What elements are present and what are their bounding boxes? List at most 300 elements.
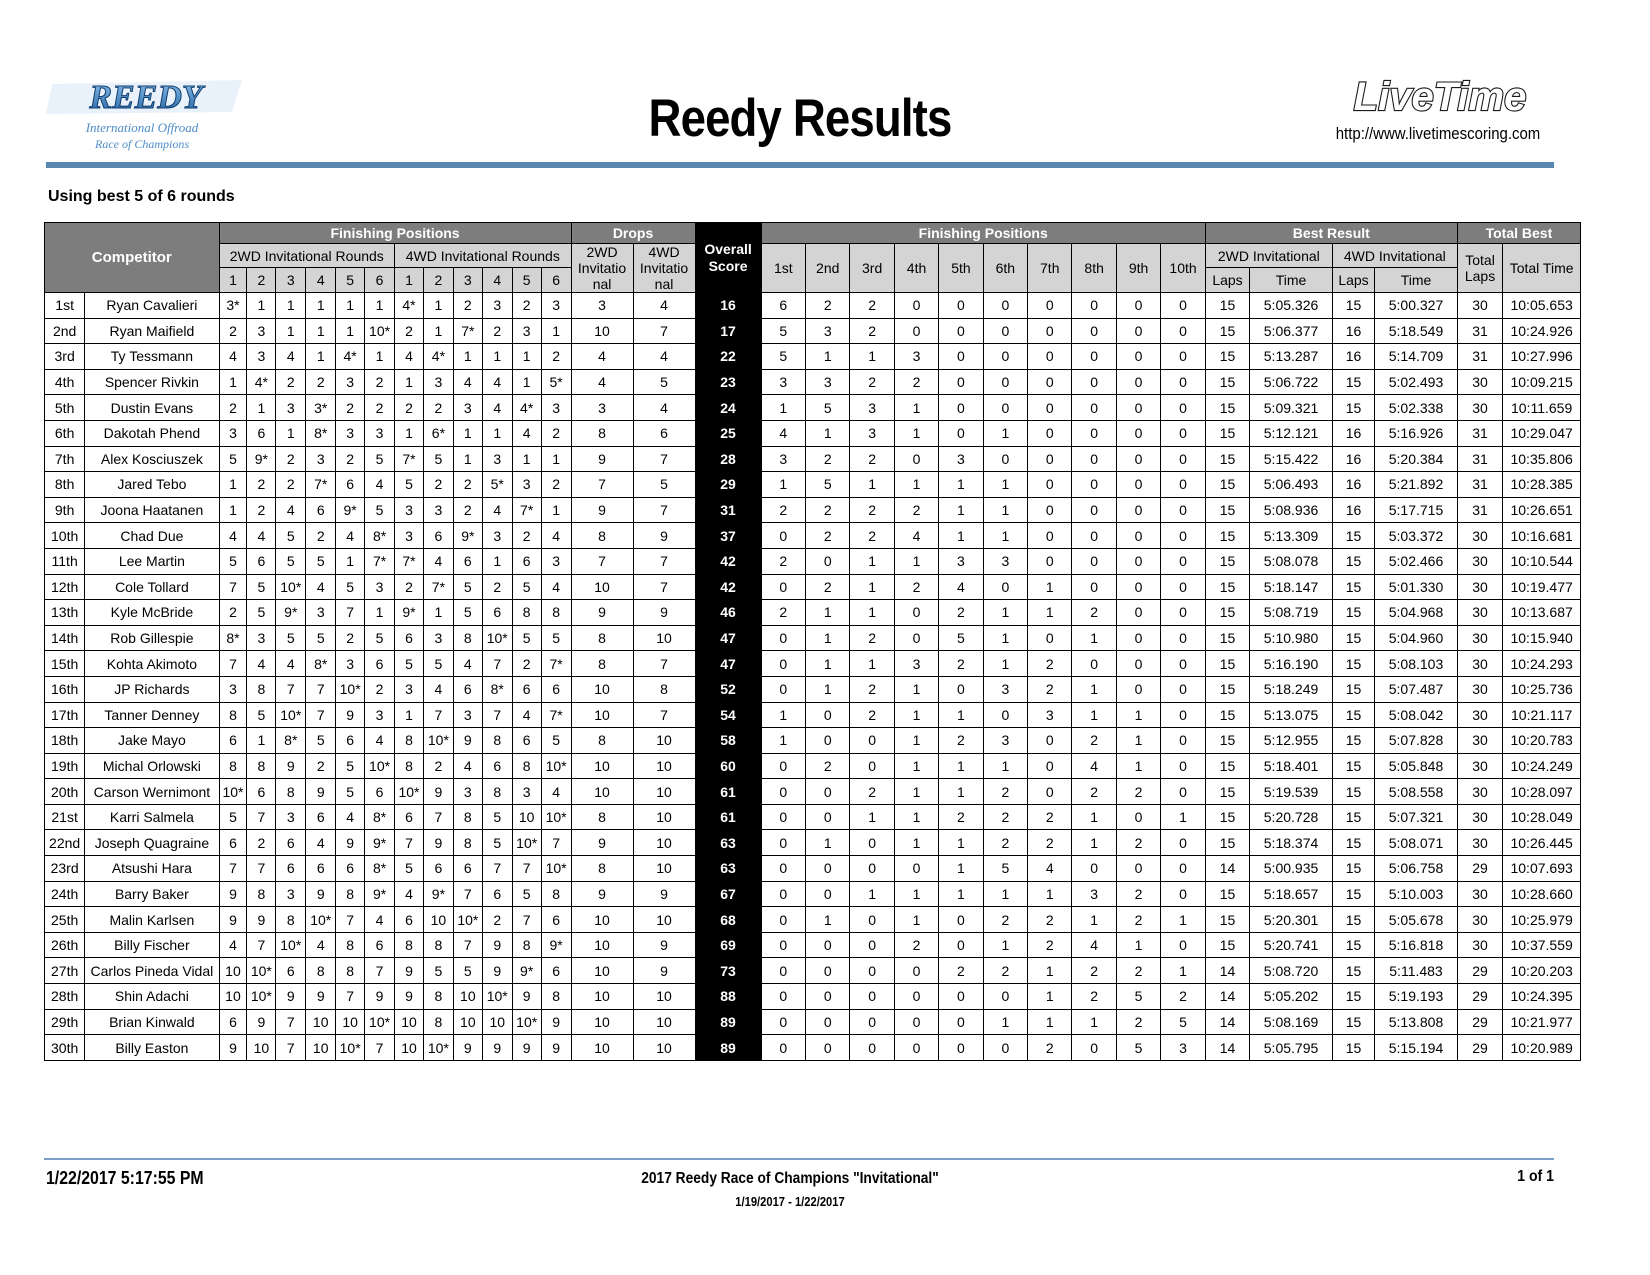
round-2wd-6-cell: 8* xyxy=(365,523,395,549)
pos-count-3-cell: 0 xyxy=(850,932,894,958)
pos-count-9-cell: 0 xyxy=(1116,676,1160,702)
round-2wd-4-cell: 8* xyxy=(306,420,336,446)
round-4wd-4-cell: 1 xyxy=(482,548,512,574)
round-4wd-1-cell: 1 xyxy=(395,420,424,446)
pos-count-3-cell: 1 xyxy=(850,548,894,574)
total-laps-header: Total Laps xyxy=(1457,244,1502,293)
round-4wd-4-cell: 1 xyxy=(482,344,512,370)
best-4wd-time-cell: 5:06.758 xyxy=(1375,856,1458,882)
round-2wd-5-cell: 3 xyxy=(336,369,365,395)
round-2wd-3-cell: 2 xyxy=(276,446,306,472)
table-row xyxy=(45,497,1581,523)
round-2wd-3-cell: 3 xyxy=(276,804,306,830)
round-4wd-1-cell: 10* xyxy=(395,779,424,805)
round-4wd-6-cell: 1 xyxy=(541,446,571,472)
competitor-name-cell: Atsushi Hara xyxy=(85,856,219,882)
pos-count-10-cell: 1 xyxy=(1161,907,1206,933)
round-2wd-2-cell: 2 xyxy=(247,497,276,523)
round-4wd-2-cell: 3 xyxy=(423,369,453,395)
round-2wd-1-cell: 3 xyxy=(219,420,247,446)
best-2wd-laps-cell: 14 xyxy=(1205,1009,1249,1035)
round-2wd-2-cell: 6 xyxy=(247,779,276,805)
round-4wd-4-cell: 8 xyxy=(482,779,512,805)
pos-count-3-cell: 0 xyxy=(850,856,894,882)
total-time-cell: 10:24.249 xyxy=(1503,753,1581,779)
pos-count-10-cell: 0 xyxy=(1161,932,1206,958)
best-4wd-time-cell: 5:05.678 xyxy=(1375,907,1458,933)
pos-count-5-cell: 0 xyxy=(939,676,983,702)
pos-count-6-cell: 1 xyxy=(983,753,1027,779)
pos-count-1-cell: 0 xyxy=(761,804,805,830)
round-4wd-1-cell: 7* xyxy=(395,548,424,574)
pos-count-7-cell: 2 xyxy=(1028,676,1072,702)
drop-4wd-cell: 10 xyxy=(633,804,695,830)
drop-4wd-cell: 9 xyxy=(633,600,695,626)
pos-count-5-cell: 1 xyxy=(939,523,983,549)
total-time-cell: 10:28.660 xyxy=(1503,881,1581,907)
round-2wd-1-cell: 9 xyxy=(219,881,247,907)
round-4wd-2-cell: 3 xyxy=(423,625,453,651)
round-4wd-4-cell: 3 xyxy=(482,523,512,549)
rank-cell: 8th xyxy=(45,472,85,498)
round-4wd-2-cell: 8 xyxy=(423,1009,453,1035)
overall-score-cell: 88 xyxy=(695,984,761,1010)
table-row xyxy=(45,753,1581,779)
pos-count-10-cell: 0 xyxy=(1161,676,1206,702)
pos-count-2-cell: 1 xyxy=(806,907,850,933)
round-2wd-5-cell: 4 xyxy=(336,523,365,549)
pos-count-1-cell: 2 xyxy=(761,497,805,523)
total-laps-cell: 31 xyxy=(1457,318,1502,344)
overall-score-cell: 28 xyxy=(695,446,761,472)
pos-count-1-cell: 0 xyxy=(761,932,805,958)
round-2wd-6-cell: 8* xyxy=(365,804,395,830)
best-2wd-time-cell: 5:18.374 xyxy=(1250,830,1333,856)
best-2wd-laps-cell: 15 xyxy=(1205,702,1249,728)
round-4wd-3-cell: 7 xyxy=(453,932,482,958)
round-4wd-4-cell: 9 xyxy=(482,932,512,958)
pos-count-8-cell: 0 xyxy=(1072,344,1116,370)
pos-count-5-cell: 4 xyxy=(939,574,983,600)
round-4wd-6-cell: 4 xyxy=(541,523,571,549)
round-number-header: 2 xyxy=(423,268,453,293)
pos-count-8-cell: 0 xyxy=(1072,1035,1116,1061)
round-2wd-6-cell: 1 xyxy=(365,293,395,319)
total-time-cell: 10:20.989 xyxy=(1503,1035,1581,1061)
table-row xyxy=(45,856,1581,882)
rounds-2wd-header: 2WD Invitational Rounds xyxy=(219,244,395,268)
pos-count-10-cell: 0 xyxy=(1161,497,1206,523)
pos-count-7-cell: 0 xyxy=(1028,420,1072,446)
drop-2wd-cell: 8 xyxy=(571,651,633,677)
drop-4wd-cell: 4 xyxy=(633,395,695,421)
pos-count-2-cell: 3 xyxy=(806,318,850,344)
pos-count-8-cell: 4 xyxy=(1072,932,1116,958)
best-4wd-time-cell: 5:02.493 xyxy=(1375,369,1458,395)
pos-count-4-cell: 0 xyxy=(894,958,938,984)
round-4wd-5-cell: 7 xyxy=(512,856,541,882)
table-row xyxy=(45,472,1581,498)
round-2wd-4-cell: 3 xyxy=(306,446,336,472)
round-4wd-1-cell: 4 xyxy=(395,344,424,370)
pos-count-4-cell: 3 xyxy=(894,651,938,677)
round-4wd-5-cell: 6 xyxy=(512,676,541,702)
rank-cell: 1st xyxy=(45,293,85,319)
total-laps-cell: 31 xyxy=(1457,420,1502,446)
round-2wd-5-cell: 7 xyxy=(336,600,365,626)
round-4wd-1-cell: 3 xyxy=(395,497,424,523)
round-4wd-5-cell: 9* xyxy=(512,958,541,984)
pos-count-3-cell: 0 xyxy=(850,830,894,856)
best-4wd-laps-cell: 15 xyxy=(1332,932,1374,958)
table-row xyxy=(45,548,1581,574)
pos-count-2-cell: 0 xyxy=(806,804,850,830)
rank-cell: 6th xyxy=(45,420,85,446)
overall-score-cell: 60 xyxy=(695,753,761,779)
round-4wd-3-cell: 2 xyxy=(453,472,482,498)
pos-count-3-cell: 1 xyxy=(850,804,894,830)
total-laps-cell: 29 xyxy=(1457,958,1502,984)
competitor-name-cell: Ryan Cavalieri xyxy=(85,293,219,319)
pos-count-8-cell: 0 xyxy=(1072,856,1116,882)
total-time-cell: 10:20.203 xyxy=(1503,958,1581,984)
rounds-4wd-header: 4WD Invitational Rounds xyxy=(395,244,572,268)
round-2wd-5-cell: 9 xyxy=(336,702,365,728)
laps-header: Laps xyxy=(1205,268,1249,293)
round-4wd-6-cell: 6 xyxy=(541,676,571,702)
round-4wd-6-cell: 6 xyxy=(541,907,571,933)
total-laps-cell: 30 xyxy=(1457,728,1502,754)
pos-count-7-cell: 3 xyxy=(1028,702,1072,728)
best-2wd-time-cell: 5:20.728 xyxy=(1250,804,1333,830)
pos-count-6-cell: 1 xyxy=(983,932,1027,958)
pos-count-7-cell: 1 xyxy=(1028,1009,1072,1035)
pos-count-1-cell: 0 xyxy=(761,523,805,549)
pos-count-10-cell: 0 xyxy=(1161,830,1206,856)
round-4wd-6-cell: 9 xyxy=(541,1035,571,1061)
round-2wd-5-cell: 2 xyxy=(336,446,365,472)
round-number-header: 6 xyxy=(365,268,395,293)
round-4wd-2-cell: 1 xyxy=(423,318,453,344)
round-2wd-5-cell: 6 xyxy=(336,728,365,754)
round-4wd-2-cell: 9 xyxy=(423,779,453,805)
drop-2wd-cell: 10 xyxy=(571,702,633,728)
round-2wd-3-cell: 4 xyxy=(276,651,306,677)
rank-cell: 13th xyxy=(45,600,85,626)
rank-cell: 25th xyxy=(45,907,85,933)
round-4wd-6-cell: 10* xyxy=(541,753,571,779)
pos-count-9-cell: 0 xyxy=(1116,497,1160,523)
pos-count-7-cell: 2 xyxy=(1028,1035,1072,1061)
round-4wd-3-cell: 3 xyxy=(453,395,482,421)
pos-count-7-cell: 1 xyxy=(1028,574,1072,600)
best-4wd-laps-cell: 16 xyxy=(1332,420,1374,446)
pos-count-6-cell: 3 xyxy=(983,548,1027,574)
total-laps-cell: 30 xyxy=(1457,702,1502,728)
competitor-name-cell: Kyle McBride xyxy=(85,600,219,626)
round-4wd-3-cell: 9 xyxy=(453,728,482,754)
best-4wd-laps-cell: 16 xyxy=(1332,497,1374,523)
pos-count-2-cell: 1 xyxy=(806,344,850,370)
round-2wd-2-cell: 8 xyxy=(247,676,276,702)
pos-count-5-cell: 0 xyxy=(939,293,983,319)
competitor-header: Competitor xyxy=(45,223,220,293)
round-2wd-5-cell: 3 xyxy=(336,420,365,446)
best-4wd-time-cell: 5:04.960 xyxy=(1375,625,1458,651)
pos-count-4-cell: 1 xyxy=(894,420,938,446)
round-4wd-2-cell: 5 xyxy=(423,651,453,677)
round-2wd-3-cell: 1 xyxy=(276,293,306,319)
overall-score-cell: 61 xyxy=(695,804,761,830)
rank-cell: 17th xyxy=(45,702,85,728)
best-2wd-laps-cell: 15 xyxy=(1205,907,1249,933)
pos-count-3-cell: 2 xyxy=(850,702,894,728)
round-4wd-1-cell: 3 xyxy=(395,523,424,549)
pos-count-10-cell: 0 xyxy=(1161,702,1206,728)
pos-count-10-cell: 0 xyxy=(1161,369,1206,395)
round-4wd-4-cell: 8 xyxy=(482,728,512,754)
round-2wd-4-cell: 2 xyxy=(306,753,336,779)
total-laps-cell: 30 xyxy=(1457,932,1502,958)
round-2wd-3-cell: 1 xyxy=(276,318,306,344)
round-2wd-4-cell: 2 xyxy=(306,523,336,549)
competitor-name-cell: Spencer Rivkin xyxy=(85,369,219,395)
round-4wd-1-cell: 4 xyxy=(395,881,424,907)
round-4wd-3-cell: 1 xyxy=(453,420,482,446)
best-4wd-laps-cell: 15 xyxy=(1332,958,1374,984)
pos-header: 10th xyxy=(1161,244,1206,293)
results-body xyxy=(45,293,1581,1061)
best-2wd-time-cell: 5:00.935 xyxy=(1250,856,1333,882)
round-4wd-3-cell: 4 xyxy=(453,651,482,677)
round-number-header: 6 xyxy=(541,268,571,293)
round-4wd-2-cell: 5 xyxy=(423,446,453,472)
pos-count-2-cell: 3 xyxy=(806,369,850,395)
round-2wd-6-cell: 5 xyxy=(365,497,395,523)
round-2wd-6-cell: 3 xyxy=(365,574,395,600)
best-2wd-laps-cell: 15 xyxy=(1205,344,1249,370)
drop-4wd-cell: 10 xyxy=(633,779,695,805)
round-4wd-1-cell: 9 xyxy=(395,984,424,1010)
round-2wd-1-cell: 3 xyxy=(219,676,247,702)
round-2wd-5-cell: 6 xyxy=(336,856,365,882)
round-4wd-2-cell: 6 xyxy=(423,856,453,882)
best-4wd-time-cell: 5:17.715 xyxy=(1375,497,1458,523)
best-2wd-laps-cell: 15 xyxy=(1205,932,1249,958)
round-2wd-3-cell: 6 xyxy=(276,830,306,856)
competitor-name-cell: Karri Salmela xyxy=(85,804,219,830)
round-4wd-1-cell: 9 xyxy=(395,958,424,984)
finishing-positions-header: Finishing Positions xyxy=(219,223,571,244)
round-2wd-1-cell: 5 xyxy=(219,804,247,830)
drop-2wd-cell: 8 xyxy=(571,856,633,882)
round-4wd-4-cell: 10* xyxy=(482,984,512,1010)
pos-count-10-cell: 1 xyxy=(1161,958,1206,984)
round-4wd-2-cell: 1 xyxy=(423,600,453,626)
round-4wd-1-cell: 8 xyxy=(395,728,424,754)
pos-count-9-cell: 0 xyxy=(1116,420,1160,446)
round-2wd-6-cell: 3 xyxy=(365,702,395,728)
round-2wd-2-cell: 4 xyxy=(247,651,276,677)
pos-header: 3rd xyxy=(850,244,894,293)
overall-score-cell: 47 xyxy=(695,651,761,677)
round-2wd-2-cell: 9 xyxy=(247,907,276,933)
overall-score-cell: 61 xyxy=(695,779,761,805)
round-number-header: 3 xyxy=(276,268,306,293)
pos-count-7-cell: 2 xyxy=(1028,932,1072,958)
pos-count-8-cell: 1 xyxy=(1072,676,1116,702)
rank-cell: 14th xyxy=(45,625,85,651)
pos-count-9-cell: 0 xyxy=(1116,804,1160,830)
drop-2wd-cell: 8 xyxy=(571,728,633,754)
pos-count-5-cell: 0 xyxy=(939,1035,983,1061)
pos-count-2-cell: 2 xyxy=(806,497,850,523)
rank-cell: 4th xyxy=(45,369,85,395)
pos-count-7-cell: 0 xyxy=(1028,523,1072,549)
pos-count-3-cell: 0 xyxy=(850,728,894,754)
reedy-logo-wordmark: REEDY xyxy=(89,79,203,116)
total-time-cell: 10:09.215 xyxy=(1503,369,1581,395)
pos-count-7-cell: 4 xyxy=(1028,856,1072,882)
round-4wd-2-cell: 7* xyxy=(423,574,453,600)
pos-count-4-cell: 1 xyxy=(894,779,938,805)
best-4wd-laps-cell: 15 xyxy=(1332,881,1374,907)
pos-count-1-cell: 6 xyxy=(761,293,805,319)
best-2wd-header: 2WD Invitational xyxy=(1205,244,1332,268)
round-4wd-5-cell: 10* xyxy=(512,830,541,856)
pos-count-9-cell: 0 xyxy=(1116,369,1160,395)
competitor-name-cell: Malin Karlsen xyxy=(85,907,219,933)
pos-count-10-cell: 0 xyxy=(1161,625,1206,651)
round-2wd-4-cell: 9 xyxy=(306,881,336,907)
round-2wd-3-cell: 8 xyxy=(276,779,306,805)
round-4wd-1-cell: 10 xyxy=(395,1009,424,1035)
pos-count-5-cell: 2 xyxy=(939,958,983,984)
pos-count-1-cell: 0 xyxy=(761,753,805,779)
best-4wd-laps-cell: 15 xyxy=(1332,523,1374,549)
total-time-cell: 10:35.806 xyxy=(1503,446,1581,472)
round-4wd-5-cell: 9 xyxy=(512,1035,541,1061)
pos-count-5-cell: 3 xyxy=(939,446,983,472)
best-2wd-laps-cell: 15 xyxy=(1205,548,1249,574)
best-2wd-laps-cell: 15 xyxy=(1205,497,1249,523)
round-4wd-6-cell: 8 xyxy=(541,984,571,1010)
round-4wd-5-cell: 2 xyxy=(512,523,541,549)
table-row xyxy=(45,1035,1581,1061)
pos-count-7-cell: 0 xyxy=(1028,395,1072,421)
pos-count-7-cell: 1 xyxy=(1028,958,1072,984)
pos-count-7-cell: 0 xyxy=(1028,497,1072,523)
table-row xyxy=(45,625,1581,651)
round-2wd-5-cell: 10 xyxy=(336,1009,365,1035)
rank-cell: 10th xyxy=(45,523,85,549)
round-4wd-6-cell: 5 xyxy=(541,728,571,754)
round-4wd-6-cell: 7 xyxy=(541,830,571,856)
round-2wd-4-cell: 4 xyxy=(306,932,336,958)
round-4wd-4-cell: 5 xyxy=(482,830,512,856)
competitor-name-cell: Joona Haatanen xyxy=(85,497,219,523)
total-laps-cell: 31 xyxy=(1457,497,1502,523)
best-2wd-time-cell: 5:05.795 xyxy=(1250,1035,1333,1061)
total-laps-cell: 31 xyxy=(1457,344,1502,370)
round-4wd-3-cell: 7* xyxy=(453,318,482,344)
pos-count-6-cell: 3 xyxy=(983,676,1027,702)
round-4wd-3-cell: 10* xyxy=(453,907,482,933)
total-time-cell: 10:27.996 xyxy=(1503,344,1581,370)
best-2wd-time-cell: 5:12.955 xyxy=(1250,728,1333,754)
pos-count-8-cell: 1 xyxy=(1072,804,1116,830)
round-2wd-5-cell: 1 xyxy=(336,318,365,344)
pos-count-7-cell: 0 xyxy=(1028,728,1072,754)
best-2wd-laps-cell: 15 xyxy=(1205,369,1249,395)
round-4wd-6-cell: 4 xyxy=(541,779,571,805)
best-4wd-time-cell: 5:14.709 xyxy=(1375,344,1458,370)
round-4wd-2-cell: 7 xyxy=(423,804,453,830)
best-2wd-laps-cell: 15 xyxy=(1205,574,1249,600)
round-2wd-6-cell: 6 xyxy=(365,779,395,805)
round-2wd-3-cell: 9 xyxy=(276,753,306,779)
pos-count-2-cell: 2 xyxy=(806,446,850,472)
total-laps-cell: 31 xyxy=(1457,472,1502,498)
pos-header: 4th xyxy=(894,244,938,293)
pos-count-10-cell: 0 xyxy=(1161,856,1206,882)
rank-cell: 16th xyxy=(45,676,85,702)
rank-cell: 19th xyxy=(45,753,85,779)
overall-score-cell: 63 xyxy=(695,830,761,856)
competitor-name-cell: Brian Kinwald xyxy=(85,1009,219,1035)
total-time-cell: 10:28.385 xyxy=(1503,472,1581,498)
pos-count-4-cell: 2 xyxy=(894,574,938,600)
best-2wd-laps-cell: 15 xyxy=(1205,804,1249,830)
pos-count-9-cell: 5 xyxy=(1116,984,1160,1010)
round-2wd-1-cell: 4 xyxy=(219,344,247,370)
total-time-cell: 10:07.693 xyxy=(1503,856,1581,882)
pos-count-7-cell: 1 xyxy=(1028,600,1072,626)
round-4wd-4-cell: 3 xyxy=(482,293,512,319)
pos-count-5-cell: 2 xyxy=(939,728,983,754)
round-4wd-4-cell: 7 xyxy=(482,702,512,728)
total-laps-cell: 30 xyxy=(1457,907,1502,933)
pos-count-3-cell: 0 xyxy=(850,958,894,984)
round-4wd-3-cell: 4 xyxy=(453,369,482,395)
round-4wd-5-cell: 8 xyxy=(512,600,541,626)
pos-count-1-cell: 0 xyxy=(761,574,805,600)
pos-count-10-cell: 0 xyxy=(1161,600,1206,626)
round-2wd-2-cell: 8 xyxy=(247,881,276,907)
best-4wd-time-cell: 5:03.372 xyxy=(1375,523,1458,549)
drop-2wd-cell: 8 xyxy=(571,625,633,651)
round-2wd-4-cell: 8* xyxy=(306,651,336,677)
drop-2wd-cell: 10 xyxy=(571,676,633,702)
total-best-header: Total Best xyxy=(1457,223,1580,244)
pos-count-3-cell: 1 xyxy=(850,600,894,626)
round-2wd-2-cell: 2 xyxy=(247,472,276,498)
overall-score-cell: 89 xyxy=(695,1009,761,1035)
pos-count-2-cell: 0 xyxy=(806,1035,850,1061)
round-4wd-1-cell: 8 xyxy=(395,753,424,779)
pos-count-6-cell: 0 xyxy=(983,318,1027,344)
round-4wd-5-cell: 7 xyxy=(512,907,541,933)
header-divider xyxy=(46,162,1554,168)
pos-count-7-cell: 2 xyxy=(1028,651,1072,677)
round-2wd-5-cell: 7 xyxy=(336,907,365,933)
round-4wd-6-cell: 8 xyxy=(541,881,571,907)
pos-header: 1st xyxy=(761,244,805,293)
overall-score-cell: 37 xyxy=(695,523,761,549)
round-4wd-2-cell: 2 xyxy=(423,472,453,498)
round-2wd-5-cell: 4* xyxy=(336,344,365,370)
drop-4wd-cell: 10 xyxy=(633,984,695,1010)
